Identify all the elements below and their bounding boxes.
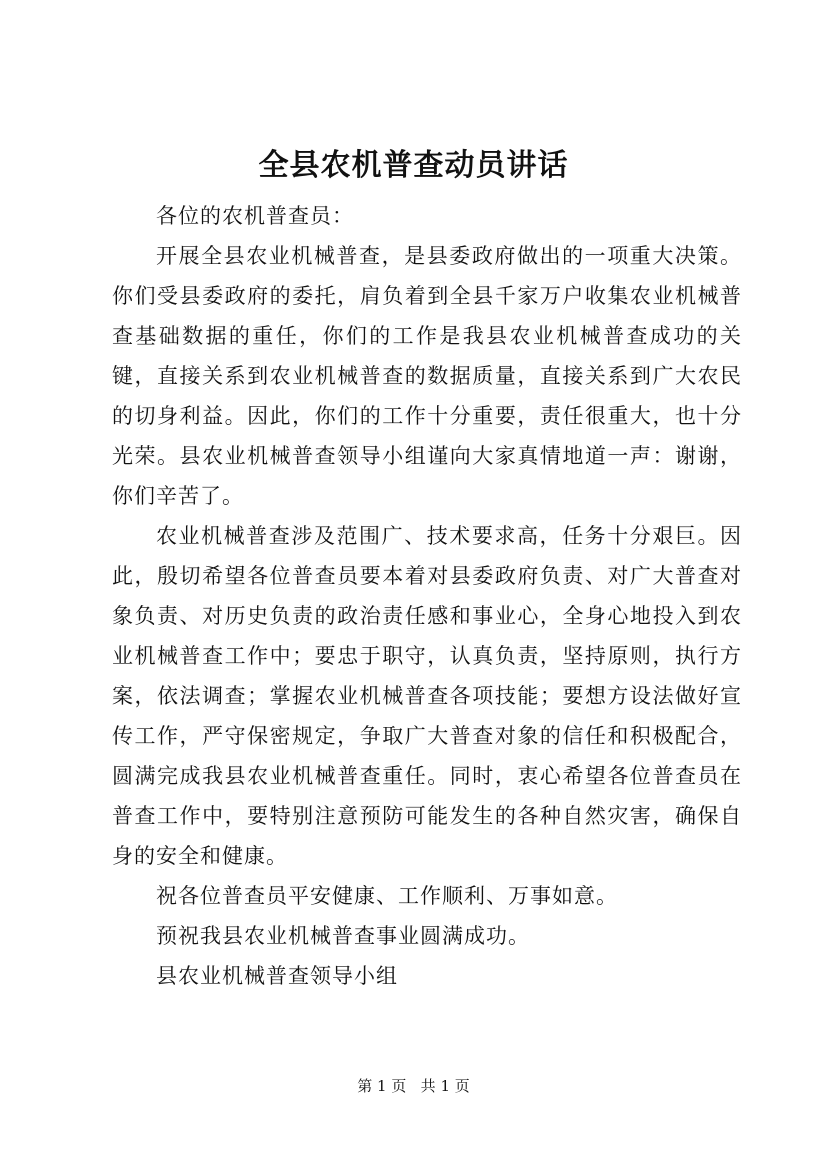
page-label: 第 <box>357 1077 373 1095</box>
page-footer <box>0 1075 827 1097</box>
salutation: 各位的农机普查员： <box>156 204 354 228</box>
total-label: 共 <box>420 1077 436 1095</box>
paragraph-4: 预祝我县农业机械普查事业圆满成功。 <box>156 924 530 948</box>
paragraph-1: 开展全县农业机械普查，是县委政府做出的一项重大决策。你们受县委政府的委托，肩负着到全县千家万户收集农业机械普查基础数据的重任，你们的工作是我县农业机械普查成功的关键，直接关系到农业机械普查的数据质量，直接关系到广大农民的切身利益。因此，你们的工作十分重要，责任很重大，也十分光荣。县农业机械普查领导小组谨向大家真情地道一声：谢谢，你们辛苦了。 <box>112 244 742 508</box>
document-body <box>112 196 742 996</box>
page-number: 1 <box>377 1077 387 1095</box>
total-number: 1 <box>440 1077 450 1095</box>
signature: 县农业机械普查领导小组 <box>156 964 398 988</box>
page-unit: 页 <box>391 1077 407 1095</box>
page-title: 全县农机普查动员讲话 <box>258 148 569 183</box>
paragraph-3: 祝各位普查员平安健康、工作顺利、万事如意。 <box>156 884 618 908</box>
total-unit: 页 <box>454 1077 470 1095</box>
paragraph-2: 农业机械普查涉及范围广、技术要求高，任务十分艰巨。因此，殷切希望各位普查员要本着对县委政府负责、对广大普查对象负责、对历史负责的政治责任感和事业心，全身心地投入到农业机械普查工作中；要忠于职守，认真负责，坚持原则，执行方案，依法调查；掌握农业机械普查各项技能；要想方设法做好宣传工作，严守保密规定，争取广大普查对象的信任和积极配合，圆满完成我县农业机械普查重任。同时，衷心希望各位普查员在普查工作中，要特别注意预防可能发生的各种自然灾害，确保自身的安全和健康。 <box>112 524 742 868</box>
